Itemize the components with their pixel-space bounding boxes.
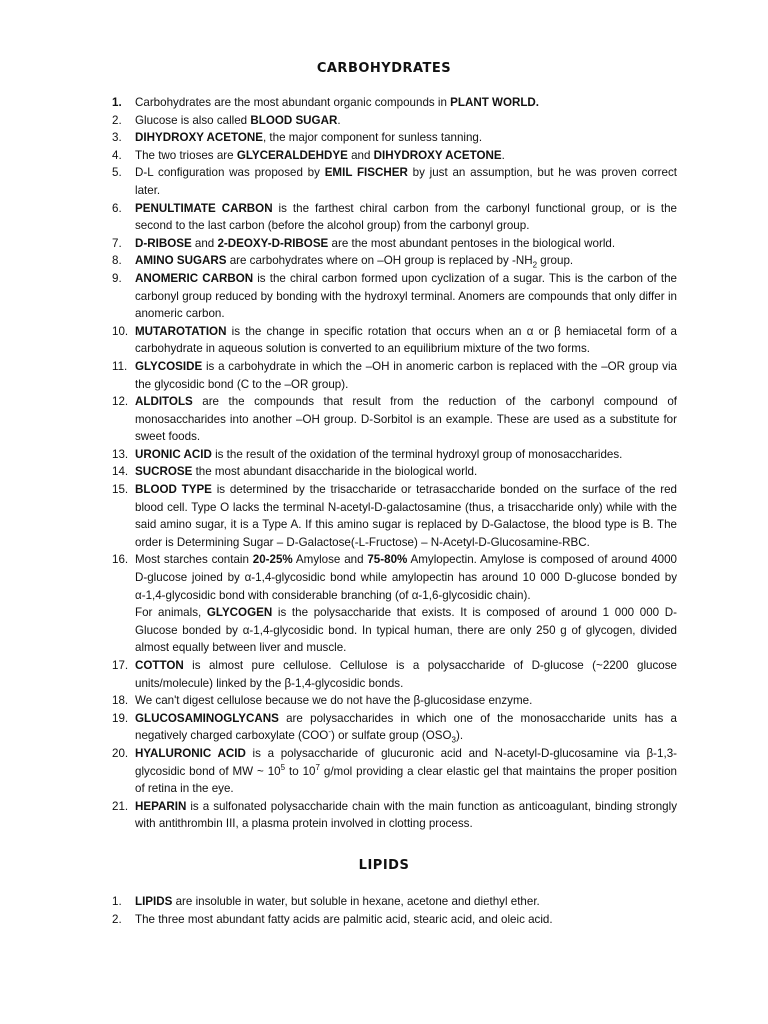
list-item <box>0 481 768 551</box>
list-item <box>0 911 768 929</box>
bold-term: HEPARIN <box>135 799 187 813</box>
item-number: 4. <box>112 148 122 162</box>
item-number: 1. <box>112 96 122 109</box>
item-continuation-paragraph <box>135 604 677 657</box>
item-text <box>135 446 677 464</box>
bold-term: GLYCOGEN <box>206 606 273 620</box>
item-number: 7. <box>112 236 122 250</box>
text-run: are carbohydrates where on –OH group is replaced by -NH <box>226 254 533 268</box>
text-run: is almost pure cellulose. Cellulose is a polysaccharide of D-glucose (~2200 glucose units/molecule) linked by the β-1,4-glycosidic bonds. <box>135 659 677 690</box>
text-run: is the change in specific rotation that occurs when an α or β hemiacetal form of a carbohydrate in aqueous solution is converted to an equilibrium mixture of the two forms. <box>135 324 677 356</box>
bold-term: BLOOD SUGAR <box>250 113 338 127</box>
item-text <box>135 463 677 481</box>
item-text <box>135 893 677 911</box>
bold-term: GLYCOSIDE <box>135 359 203 373</box>
text-run: the most abundant disaccharide in the biological world. <box>192 465 478 479</box>
item-text <box>135 358 677 393</box>
item-text <box>135 147 677 165</box>
item-number: 15. <box>112 483 129 497</box>
item-text <box>135 164 677 199</box>
subscript: 3 <box>451 735 456 745</box>
list-item <box>0 129 768 147</box>
item-text <box>135 551 677 604</box>
list-item <box>0 692 768 710</box>
item-text <box>135 745 677 798</box>
bold-term: DIHYDROXY ACETONE <box>373 148 502 162</box>
lipids-heading: LIPIDS <box>358 858 410 873</box>
superscript: 5 <box>280 762 286 772</box>
item-text <box>135 657 677 692</box>
text-run: . <box>501 148 505 162</box>
text-run: group. <box>537 254 574 268</box>
bold-term: PENULTIMATE CARBON <box>135 201 273 215</box>
item-number: 14. <box>112 465 129 479</box>
item-text <box>135 323 677 358</box>
item-number: 2. <box>112 912 122 926</box>
item-text <box>135 200 677 235</box>
list-item <box>0 463 768 481</box>
bold-term: GLYCERALDEHDYE <box>236 148 348 162</box>
list-item <box>0 270 768 323</box>
list-item <box>0 446 768 464</box>
item-number: 9. <box>112 271 122 285</box>
text-run: For animals, <box>135 606 207 620</box>
item-text <box>135 393 677 446</box>
superscript: - <box>328 727 331 737</box>
text-run: are insoluble in water, but soluble in hexane, acetone and diethyl ether. <box>172 895 540 908</box>
bold-term: 20-25% <box>252 553 293 567</box>
subscript: 2 <box>532 260 538 270</box>
item-number: 1. <box>112 895 122 908</box>
carbohydrates-heading: CARBOHYDRATES <box>316 61 452 76</box>
bold-term: MUTAROTATION <box>135 324 227 338</box>
item-text <box>135 798 677 833</box>
bold-term: ANOMERIC CARBON <box>135 271 254 285</box>
list-item <box>0 323 768 358</box>
list-item <box>0 798 768 833</box>
item-number: 19. <box>112 711 129 725</box>
bold-term: EMIL FISCHER <box>324 166 408 180</box>
text-run: ) or sulfate group (OSO <box>331 729 452 743</box>
text-run: . <box>337 113 341 127</box>
list-item <box>0 252 768 270</box>
text-run: are the compounds that result from the reduction of the carbonyl compound of monosaccharides into another –OH group. D-Sorbitol is an example. These are used as a substitute for sweet foods. <box>135 395 677 444</box>
list-item <box>0 200 768 235</box>
bold-term: GLUCOSAMINOGLYCANS <box>135 711 279 725</box>
bold-term: AMINO SUGARS <box>135 254 227 268</box>
bold-term: SUCROSE <box>135 465 193 479</box>
text-run: Most starches contain <box>135 553 253 567</box>
item-number: 21. <box>112 799 129 813</box>
item-number: 3. <box>112 131 122 145</box>
bold-term: 2-DEOXY-D-RIBOSE <box>217 236 329 250</box>
item-number: 12. <box>112 395 129 409</box>
text-run: Amylopectin. Amylose is composed of around 4000 D-glucose joined by α-1,4-glycosidic bond while amylopectin has around 10 000 D-glucose bonded by α-1,4-glycosidic bond with considerable branching (of α-1,6-glycosidic chain). <box>135 553 677 602</box>
text-run: to 10 <box>285 764 316 778</box>
bold-term: COTTON <box>135 659 184 672</box>
bold-term: PLANT WORLD. <box>450 96 540 109</box>
text-run: is a carbohydrate in which the –OH in anomeric carbon is replaced with the –OR group via the glycosidic bond (C to the –OR group). <box>135 359 677 391</box>
text-run: are polysaccharides in which one of the monosaccharide units has a negatively charged carboxylate (COO <box>135 711 677 743</box>
list-item <box>0 893 768 911</box>
text-run: Amylose and <box>292 553 368 567</box>
item-number: 6. <box>112 201 122 215</box>
item-number: 5. <box>112 166 122 180</box>
text-run: and <box>191 236 218 250</box>
text-run: Carbohydrates are the most abundant organic compounds in <box>135 96 451 109</box>
text-run: We can't digest cellulose because we do not have the β-glucosidase enzyme. <box>135 694 533 708</box>
text-run: is a sulfonated polysaccharide chain with the main function as anticoagulant, binding strongly with antithrombin III, a plasma protein involved in clotting process. <box>135 799 677 831</box>
item-text <box>135 112 677 130</box>
item-text <box>135 252 677 270</box>
item-number: 11. <box>112 359 128 373</box>
item-text <box>135 481 677 551</box>
text-run: and <box>347 148 374 162</box>
item-text <box>135 94 677 112</box>
bold-term: D-RIBOSE <box>135 236 192 250</box>
item-number: 18. <box>112 694 129 708</box>
item-text <box>135 692 677 710</box>
list-item <box>0 112 768 130</box>
text-run: The two trioses are <box>135 148 237 162</box>
superscript: 7 <box>315 762 320 772</box>
text-run: is the farthest chiral carbon from the carbonyl functional group, or is the second to the last carbon (before the alcohol group) from the carbonyl group. <box>135 201 677 233</box>
text-run: are the most abundant pentoses in the biological world. <box>328 236 616 250</box>
bold-term: URONIC ACID <box>135 447 212 461</box>
item-number: 8. <box>112 254 122 268</box>
item-text <box>135 270 677 323</box>
text-run: , the major component for sunless tanning. <box>262 131 483 145</box>
text-run: g/mol providing a clear elastic gel that maintains the proper position of retina in the eye. <box>135 764 677 796</box>
list-item <box>0 393 768 446</box>
text-run: is the result of the oxidation of the terminal hydroxyl group of monosaccharides. <box>211 447 623 461</box>
bold-term: BLOOD TYPE <box>135 483 212 497</box>
carbohydrates-list <box>0 94 768 833</box>
bold-term: HYALURONIC ACID <box>135 746 246 760</box>
text-run: is the polysaccharide that exists. It is composed of around 1 000 000 D-Glucose bonded by α-1,4-glycosidic bond. In typical human, there are only 250 g of glycogen, divided almost equally between liver and muscle. <box>135 606 677 655</box>
list-item <box>0 745 768 798</box>
text-run: by just an assumption, but he was proven correct later. <box>135 166 678 197</box>
list-item <box>0 94 768 112</box>
bold-term: DIHYDROXY ACETONE <box>135 131 263 145</box>
list-item <box>0 551 768 657</box>
item-number: 10. <box>112 324 129 338</box>
item-number: 16. <box>112 553 129 567</box>
text-run: The three most abundant fatty acids are palmitic acid, stearic acid, and oleic acid. <box>135 912 553 926</box>
bold-term: 75-80% <box>367 553 408 567</box>
item-number: 17. <box>112 659 129 672</box>
bold-term: LIPIDS <box>135 895 173 908</box>
list-item <box>0 657 768 692</box>
text-run: Glucose is also called <box>135 113 251 127</box>
item-text <box>135 129 677 147</box>
list-item <box>0 235 768 253</box>
text-run: is a polysaccharide of glucuronic acid and N-acetyl-D-glucosamine via β-1,3-glycosidic bond of MW ~ 10 <box>135 746 677 778</box>
item-number: 20. <box>112 746 129 760</box>
list-item <box>0 358 768 393</box>
text-run: ). <box>455 729 464 743</box>
item-text <box>135 710 677 745</box>
text-run: is the chiral carbon formed upon cyclization of a sugar. This is the carbon of the carbonyl group reduced by bonding with the hydroxyl terminal. Anomers are compounds that only differ in anomeric carbon. <box>135 271 677 321</box>
list-item <box>0 147 768 165</box>
bold-term: ALDITOLS <box>135 395 193 409</box>
item-number: 2. <box>112 113 122 127</box>
list-item <box>0 164 768 199</box>
item-text <box>135 235 677 253</box>
item-number: 13. <box>112 447 129 461</box>
item-text <box>135 911 677 929</box>
text-run: is determined by the trisaccharide or tetrasaccharide bonded on the surface of the red blood cell. Type O lacks the terminal N-acetyl-D-galactosamine (thus, a trisaccharide only) while with the said amino sugar, it is a Type A. If this amino sugar is replaced by D-Galactose, the blood type is B. The order is Determining Sugar – D-Galactose(-L-Fructose) – N-Acetyl-D-Glucosamine-RBC. <box>135 483 677 549</box>
lipids-list <box>0 893 768 928</box>
list-item <box>0 710 768 745</box>
text-run: D-L configuration was proposed by <box>135 166 325 180</box>
